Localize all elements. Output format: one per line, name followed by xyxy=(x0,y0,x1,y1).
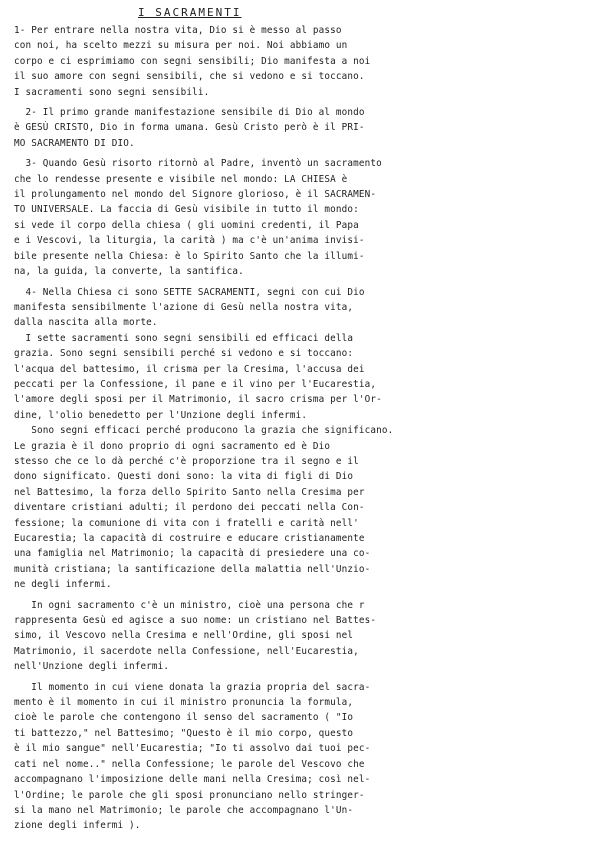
text-line: accompagnano l'imposizione delle mani nella Cresima; così nel- xyxy=(14,774,371,786)
text-line: nel Battesimo, la forza dello Spirito Santo nella Cresima per xyxy=(14,486,365,498)
text-line: na, la guida, la converte, la santifica. xyxy=(14,266,244,278)
text-line: 3- Quando Gesù risorto ritornò al Padre, inventò un sacramento xyxy=(14,158,382,170)
text-line: Matrimonio, il sacerdote nella Confessione, nell'Eucarestia, xyxy=(14,645,359,657)
paragraph xyxy=(14,598,585,675)
text-line: è il mio sangue" nell'Eucarestia; "Io ti assolvo dai tuoi pec- xyxy=(14,743,371,755)
text-line: mento è il momento in cui il ministro pronuncia la formula, xyxy=(14,697,354,709)
text-line: il suo amore con segni sensibili, che si vedono e si toccano. xyxy=(14,71,365,83)
text-line: l'amore degli sposi per il Matrimonio, il sacro crisma per l'Or- xyxy=(14,394,382,406)
text-line: e i Vescovi, la liturgia, la carità ) ma c'è un'anima invisi- xyxy=(14,235,365,247)
text-line: simo, il Vescovo nella Cresima e nell'Ordine, gli sposi nel xyxy=(14,630,354,642)
paragraph xyxy=(14,105,585,151)
text-line: una famiglia nel Matrimonio; la capacità di presiedere una co- xyxy=(14,548,371,560)
paragraph xyxy=(14,23,585,100)
text-line: si vede il corpo della chiesa ( gli uomini credenti, il Papa xyxy=(14,219,359,231)
text-line: ti battezzo," nel Battesimo; "Questo è il mio corpo, questo xyxy=(14,727,354,739)
text-line: dono significato. Questi doni sono: la vita di figli di Dio xyxy=(14,471,354,483)
text-line: è GESÙ CRISTO, Dio in forma umana. Gesù Cristo però è il PRI- xyxy=(14,122,365,134)
text-line: grazia. Sono segni sensibili perché si vedono e si toccano: xyxy=(14,348,354,360)
text-line: peccati per la Confessione, il pane e il vino per l'Eucarestia, xyxy=(14,378,377,390)
text-line: MO SACRAMENTO DI DIO. xyxy=(14,137,135,149)
text-line: si la mano nel Matrimonio; le parole che accompagnano l'Un- xyxy=(14,804,354,816)
paragraph xyxy=(14,156,585,279)
text-line: cioè le parole che contengono il senso del sacramento ( "Io xyxy=(14,712,354,724)
text-line: con noi, ha scelto mezzi su misura per noi. Noi abbiamo un xyxy=(14,40,348,52)
text-line: ne degli infermi. xyxy=(14,579,112,591)
text-line: nell'Unzione degli infermi. xyxy=(14,661,170,673)
text-line: l'acqua del battesimo, il crisma per la Cresima, l'accusa dei xyxy=(14,363,365,375)
document-body xyxy=(14,23,585,834)
text-line: che lo rendesse presente e visibile nel mondo: LA CHIESA è xyxy=(14,173,348,185)
text-line: bile presente nella Chiesa: è lo Spirito Santo che la illumi- xyxy=(14,250,365,262)
paragraph xyxy=(14,285,585,593)
text-line: dalla nascita alla morte. xyxy=(14,317,158,329)
text-line: dine, l'olio benedetto per l'Unzione degli infermi. xyxy=(14,409,308,421)
text-line: zione degli infermi ). xyxy=(14,820,141,832)
text-line: I sette sacramenti sono segni sensibili ed efficaci della xyxy=(14,332,354,344)
text-line: I sacramenti sono segni sensibili. xyxy=(14,86,210,98)
text-line: rappresenta Gesù ed agisce a suo nome: un cristiano nel Battes- xyxy=(14,615,377,627)
paragraph xyxy=(14,680,585,834)
text-line: fessione; la comunione di vita con i fratelli e carità nell' xyxy=(14,517,359,529)
text-line: Le grazia è il dono proprio di ogni sacramento ed è Dio xyxy=(14,440,331,452)
text-line: il prolungamento nel mondo del Signore glorioso, è il SACRAMEN- xyxy=(14,189,377,201)
text-line: TO UNIVERSALE. La faccia di Gesù visibile in tutto il mondo: xyxy=(14,204,359,216)
text-line: Il momento in cui viene donata la grazia propria del sacra- xyxy=(14,681,371,693)
text-line: diventare cristiani adulti; il perdono dei peccati nella Con- xyxy=(14,502,365,514)
text-line: Sono segni efficaci perché producono la grazia che significano. xyxy=(14,425,394,437)
text-line: Eucarestia; la capacità di costruire e educare cristianamente xyxy=(14,533,365,544)
text-line: cati nel nome.." nella Confessione; le parole del Vescovo che xyxy=(14,758,365,770)
text-line: In ogni sacramento c'è un ministro, cioè una persona che r xyxy=(14,599,365,611)
text-line: 4- Nella Chiesa ci sono SETTE SACRAMENTI, segni con cui Dio xyxy=(14,286,365,298)
text-line: 2- Il primo grande manifestazione sensibile di Dio al mondo xyxy=(14,107,365,119)
text-line: stesso che ce lo dà perché c'è proporzione tra il segno e il xyxy=(14,455,359,467)
text-line: corpo e ci esprimiamo con segni sensibili; Dio manifesta a noi xyxy=(14,55,371,67)
text-line: manifesta sensibilmente l'azione di Gesù nella nostra vita, xyxy=(14,301,354,313)
text-line: l'Ordine; le parole che gli sposi pronunciano nello stringer- xyxy=(14,789,365,801)
document-title: I SACRAMENTI xyxy=(138,6,242,19)
text-line: 1- Per entrare nella nostra vita, Dio si è messo al passo xyxy=(14,25,342,36)
text-line: munità cristiana; la santificazione della malattia nell'Unzio- xyxy=(14,563,371,575)
